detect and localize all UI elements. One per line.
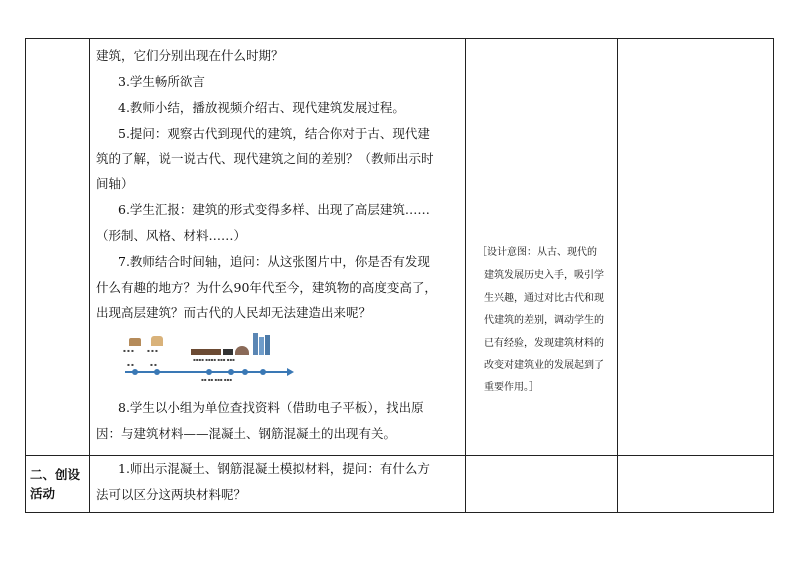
ancient-building-icon: [151, 336, 163, 346]
process-line: 3.学生畅所欲言: [118, 74, 205, 89]
long-building-icon: [191, 349, 221, 355]
skyscraper-icon: [259, 337, 264, 355]
design-intent-line: 改变对建筑业的发展起到了: [484, 360, 604, 371]
process-line: （形制、风格、材料……）: [96, 228, 247, 243]
process-line: 因：与建筑材料——混凝土、钢筋混凝土的出现有关。: [96, 426, 397, 441]
process-line: 间轴）: [96, 176, 134, 191]
table-right-border: [773, 38, 774, 513]
timeline-marker: [242, 369, 248, 375]
architecture-timeline-image: [117, 332, 293, 384]
timeline-tiny-caption: ▪▪ ▪▪ ▪▪▪ ▪▪▪: [201, 377, 232, 382]
process-line: 出现高层建筑？而古代的人民却无法建造出来呢？: [96, 305, 372, 320]
table-col-divider-3: [617, 38, 618, 513]
design-intent-line: 生兴趣，通过对比古代和现: [484, 293, 604, 304]
ancient-building-icon: [129, 338, 141, 346]
domed-building-icon: [235, 346, 249, 355]
low-building-icon: [223, 349, 233, 355]
timeline-tiny-caption: ▪ ▪: [150, 362, 157, 367]
design-intent-line: 代建筑的差别，调动学生的: [484, 315, 604, 326]
timeline-tiny-caption: ▪ ▪ ▪: [123, 348, 134, 353]
design-intent-line: 建筑发展历史入手，吸引学: [484, 270, 604, 281]
process-line: 建筑，它们分别出现在什么时期？: [96, 48, 284, 63]
stage-2-label-line1: 二、创设: [30, 467, 81, 482]
table-top-border: [25, 38, 774, 39]
design-intent-line: ［设计意图：从古、现代的: [477, 247, 597, 258]
stage-2-process-line: 法可以区分这两块材料呢？: [96, 487, 247, 502]
timeline-marker: [260, 369, 266, 375]
process-line: 5.提问：观察古代到现代的建筑，结合你对于古、现代建: [118, 126, 430, 141]
timeline-tiny-caption: ▪▪▪▪ ▪▪▪▪ ▪▪▪ ▪▪▪: [193, 357, 235, 362]
timeline-marker: [132, 369, 138, 375]
table-col-divider-1: [89, 38, 90, 513]
table-row-divider: [25, 455, 774, 456]
stage-2-label: [30, 465, 80, 503]
process-line: 8.学生以小组为单位查找资料（借助电子平板），找出原: [118, 400, 424, 415]
process-line: 筑的了解，说一说古代、现代建筑之间的差别？（教师出示时: [96, 151, 434, 166]
process-line: 什么有趣的地方？为什么90年代至今，建筑物的高度变高了，: [96, 280, 437, 295]
process-line: 4.教师小结，播放视频介绍古、现代建筑发展过程。: [118, 100, 405, 115]
timeline-tiny-caption: ▪ ▪ ▪: [147, 348, 158, 353]
timeline-marker: [206, 369, 212, 375]
skyscraper-icon: [265, 335, 270, 355]
stage-2-label-line2: 活动: [30, 486, 56, 501]
timeline-arrow-icon: [287, 368, 294, 376]
timeline-tiny-caption: ▪ ▪: [127, 362, 134, 367]
process-line: 6.学生汇报：建筑的形式变得多样、出现了高层建筑……: [118, 202, 430, 217]
table-col-divider-2: [465, 38, 466, 513]
design-intent-line: 重要作用。］: [484, 382, 539, 393]
process-line: 7.教师结合时间轴，追问：从这张图片中，你是否有发现: [118, 254, 430, 269]
timeline-marker: [228, 369, 234, 375]
table-bottom-border: [25, 512, 774, 513]
timeline-marker: [154, 369, 160, 375]
stage-2-process-line: 1.师出示混凝土、钢筋混凝土模拟材料，提问：有什么方: [118, 461, 430, 476]
design-intent-line: 已有经验，发现建筑材料的: [484, 338, 604, 349]
skyscraper-icon: [253, 333, 258, 355]
table-left-border: [25, 38, 26, 513]
